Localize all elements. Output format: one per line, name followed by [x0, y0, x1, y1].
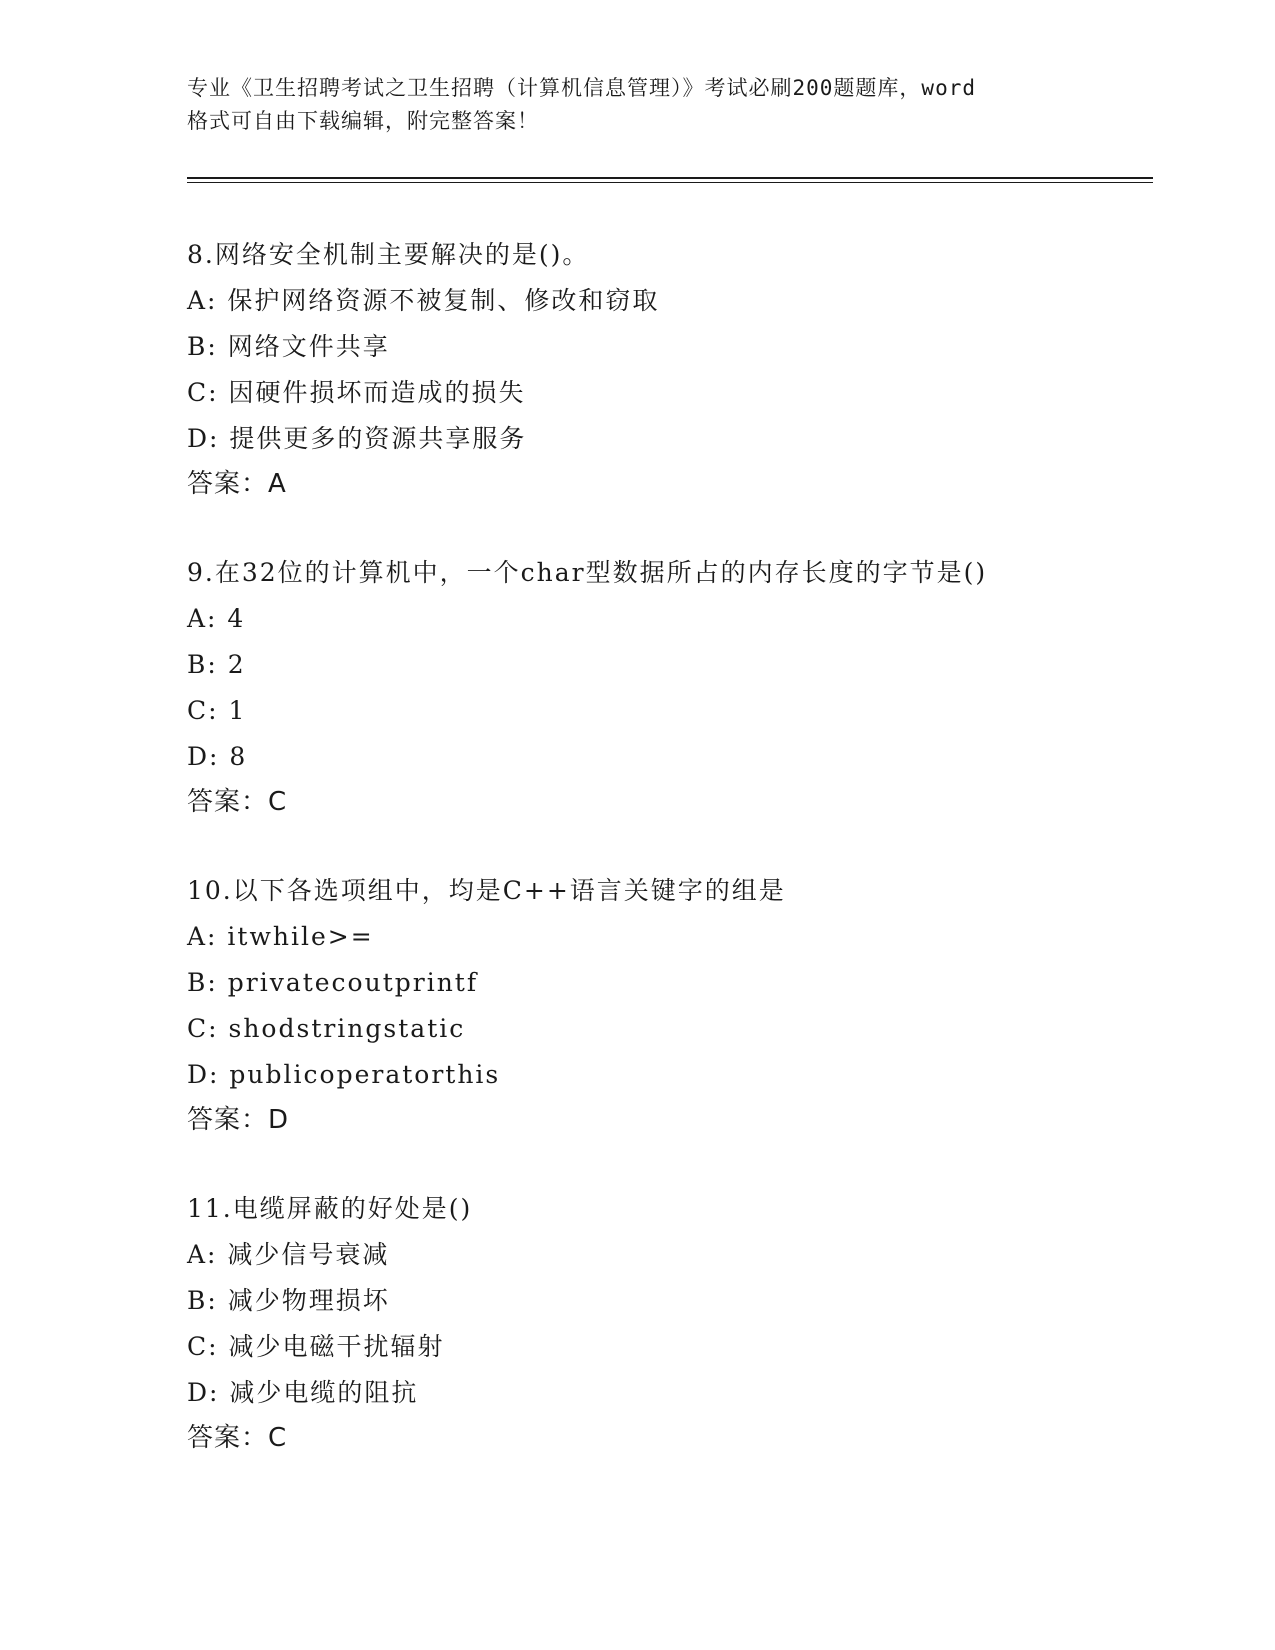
option-a: A: 保护网络资源不被复制、修改和窃取 — [187, 286, 660, 315]
option-a: A: 4 — [187, 604, 246, 633]
question-11 — [187, 1186, 1167, 1460]
answer-line: 答案：D — [187, 1105, 290, 1135]
option-d: D: publicoperatorthis — [187, 1060, 501, 1089]
question-stem: 8.网络安全机制主要解决的是()。 — [187, 240, 590, 269]
option-b: B: privatecoutprintf — [187, 968, 479, 997]
option-b: B: 网络文件共享 — [187, 332, 390, 361]
option-c: C: 减少电磁干扰辐射 — [187, 1332, 445, 1361]
question-stem: 9.在32位的计算机中，一个char型数据所占的内存长度的字节是() — [187, 558, 988, 587]
header-title-line-1: 专业《卫生招聘考试之卫生招聘（计算机信息管理）》考试必刷200题题库，word — [187, 76, 976, 100]
document-header — [187, 72, 1087, 138]
header-divider-thin — [187, 182, 1153, 183]
question-9 — [187, 550, 1167, 824]
question-8 — [187, 232, 1167, 506]
answer-line: 答案：C — [187, 1423, 288, 1453]
option-d: D: 减少电缆的阻抗 — [187, 1378, 419, 1407]
answer-line: 答案：C — [187, 787, 288, 817]
answer-line: 答案：A — [187, 469, 287, 499]
option-c: C: shodstringstatic — [187, 1014, 466, 1043]
question-10 — [187, 868, 1167, 1142]
option-b: B: 2 — [187, 650, 246, 679]
option-c: C: 因硬件损坏而造成的损失 — [187, 378, 526, 407]
header-title-line-2: 格式可自由下载编辑，附完整答案！ — [187, 109, 539, 133]
option-d: D: 提供更多的资源共享服务 — [187, 424, 527, 453]
option-d: D: 8 — [187, 742, 248, 771]
question-list — [187, 232, 1167, 1504]
option-a: A: itwhile>= — [187, 922, 374, 951]
option-c: C: 1 — [187, 696, 247, 725]
option-b: B: 减少物理损坏 — [187, 1286, 390, 1315]
option-a: A: 减少信号衰减 — [187, 1240, 390, 1269]
question-stem: 10.以下各选项组中，均是C++语言关键字的组是 — [187, 876, 786, 905]
header-divider-thick — [187, 177, 1153, 179]
question-stem: 11.电缆屏蔽的好处是() — [187, 1194, 473, 1223]
